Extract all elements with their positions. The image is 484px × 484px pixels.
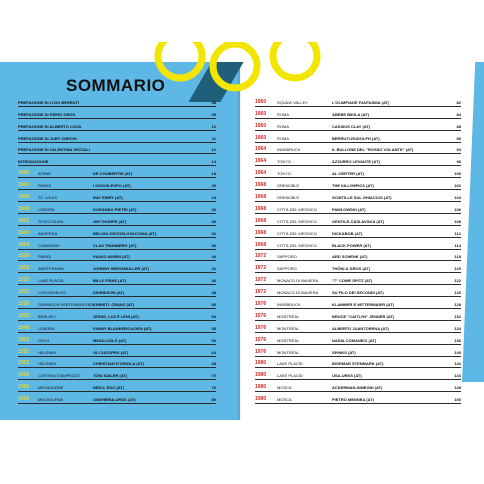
page-number: 142 xyxy=(454,361,461,367)
page-number: 104 xyxy=(454,195,461,201)
row-year: 1968 xyxy=(255,217,267,224)
row-year: 1932 xyxy=(18,277,30,284)
page-number: 46 xyxy=(211,278,216,284)
contents-row xyxy=(255,368,461,380)
row-year: 1964 xyxy=(255,146,267,153)
row-year: 1976 xyxy=(255,348,267,355)
row-location: CITTÀ DEL MESSICO xyxy=(277,218,317,224)
row-location: LAKE PLACID xyxy=(277,373,303,379)
row-title: CHRISTL CRANZ (AT) xyxy=(93,302,135,308)
row-title: USA-URSS (AT) xyxy=(332,373,362,379)
contents-row xyxy=(255,202,461,214)
page-number: 26 xyxy=(211,206,216,212)
row-year: 1956 xyxy=(18,384,30,391)
preface-text: PREFAZIONE DI VALENTINA VEZZALI xyxy=(18,147,91,153)
row-year: 1968 xyxy=(255,229,267,236)
page-number: 32 xyxy=(211,230,216,236)
row-year: 1980 xyxy=(255,396,267,403)
page-number: 20 xyxy=(211,183,216,189)
contents-row xyxy=(255,250,461,262)
row-title: PAWLOWSKI (AT) xyxy=(332,206,366,212)
row-year: 1932 xyxy=(18,289,30,296)
row-title: OLI ZATOPEK (AT) xyxy=(93,349,129,355)
contents-row xyxy=(255,261,461,273)
row-year: 1960 xyxy=(255,122,267,129)
row-location: HELSINKI xyxy=(38,349,57,355)
contents-row xyxy=(18,309,216,321)
page-number: 14 xyxy=(211,159,216,165)
row-location: MOSCA xyxy=(277,397,292,403)
preface-row xyxy=(18,119,216,131)
row-location: MONTRÉAL xyxy=(277,313,300,319)
row-title: SPINKS (AT) xyxy=(332,349,356,355)
page-number: 108 xyxy=(454,218,461,224)
row-year: 1936 xyxy=(18,301,30,308)
row-title: CASSIUS CLAY (AT) xyxy=(332,123,371,129)
contents-row xyxy=(255,285,461,297)
row-year: 1980 xyxy=(255,372,267,379)
row-year: 1896 xyxy=(18,170,30,177)
row-title: AZZURRO LEVANTE (AT) xyxy=(332,159,380,165)
row-year: 1956 xyxy=(18,372,30,379)
book-gutter xyxy=(238,62,242,420)
contents-row xyxy=(18,166,216,178)
contents-row xyxy=(255,226,461,238)
olympic-rings-decoration xyxy=(150,42,340,92)
row-title: JOHNNY WEISSMULLER (AT) xyxy=(93,266,150,272)
row-title: THÖNI & GROS (AT) xyxy=(332,266,371,272)
contents-row xyxy=(18,321,216,333)
row-location: PARIGI xyxy=(38,254,52,260)
contents-row xyxy=(255,333,461,345)
preface-text: PREFAZIONE DI JURY CHECHI xyxy=(18,135,77,141)
row-location: GRENOBLE xyxy=(277,195,300,201)
page-number: 24 xyxy=(211,195,216,201)
page-number: 106 xyxy=(454,206,461,212)
contents-row xyxy=(255,131,461,143)
row-location: GARMISCH PARTENKIRCHEN xyxy=(38,302,95,308)
row-location: LAKE PLACID xyxy=(277,361,303,367)
row-location: LONDRA xyxy=(38,206,55,212)
contents-row xyxy=(255,357,461,369)
row-location: AMSTERDAM xyxy=(38,266,64,272)
row-title: CHRISTIAN D'ORIOLA (AT) xyxy=(93,361,144,367)
page-number: 114 xyxy=(454,242,461,248)
preface-row xyxy=(18,131,216,143)
row-title: BELGIO-CECOSLOVACCHIA (AT) xyxy=(93,230,157,236)
contents-row xyxy=(18,285,216,297)
row-location: MONACO DI BAVIERA xyxy=(277,290,319,296)
row-year: 1976 xyxy=(255,324,267,331)
row-year: 1968 xyxy=(255,205,267,212)
contents-row xyxy=(255,345,461,357)
row-year: 1972 xyxy=(255,289,267,296)
row-title: CLAS THUNBERG (AT) xyxy=(93,242,137,248)
row-location: ROMA xyxy=(277,111,289,117)
row-location: MONTRÉAL xyxy=(277,325,300,331)
row-year: 1980 xyxy=(255,360,267,367)
page-number: 102 xyxy=(454,183,461,189)
page-number: 12 xyxy=(211,147,216,153)
contents-row xyxy=(18,368,216,380)
row-location: MONTRÉAL xyxy=(277,349,300,355)
contents-row xyxy=(18,190,216,202)
row-year: 1904 xyxy=(18,194,30,201)
page-title: SOMMARIO xyxy=(66,76,166,95)
row-year: 1952 xyxy=(18,348,30,355)
page-number: 08 xyxy=(211,99,216,105)
row-year: 1968 xyxy=(255,194,267,201)
row-year: 1956 xyxy=(18,396,30,403)
row-location: ST. LOUIS xyxy=(38,195,57,201)
page-number: 144 xyxy=(454,373,461,379)
row-year: 1976 xyxy=(255,301,267,308)
row-location: OSLO xyxy=(38,337,50,343)
row-title: DIDRIKSON (AT) xyxy=(93,290,125,296)
page-number: 128 xyxy=(454,302,461,308)
row-year: 1964 xyxy=(255,170,267,177)
row-location: MONTRÉAL xyxy=(277,337,300,343)
page-number: 48 xyxy=(211,290,216,296)
row-location: SQUAW VALLEY xyxy=(277,99,308,105)
row-location: INNSBRUCK xyxy=(277,302,301,308)
row-title: AL OERTER (AT) xyxy=(332,171,364,177)
row-title: PIETRO MENNEA (AT) xyxy=(332,397,374,403)
row-location: BERLINO xyxy=(38,313,56,319)
page-number: 36 xyxy=(211,242,216,248)
page-number: 10 xyxy=(211,123,216,129)
row-year: 1972 xyxy=(255,253,267,260)
row-location: LAKE PLACID xyxy=(38,278,64,284)
row-year: 1900 xyxy=(18,182,30,189)
row-year: 1980 xyxy=(255,384,267,391)
row-year: 1960 xyxy=(255,98,267,105)
row-title: INGEMAR STENMARK (AT) xyxy=(332,361,384,367)
row-year: 1976 xyxy=(255,312,267,319)
page-number: 09 xyxy=(211,111,216,117)
page-number: 118 xyxy=(454,254,461,260)
row-title: DORANDO PIETRI (AT) xyxy=(93,206,137,212)
contents-row xyxy=(18,273,216,285)
row-title: GENTILE-ČÁSLAVSKÁ (AT) xyxy=(332,218,385,224)
row-year: 1924 xyxy=(18,241,30,248)
page-number: 30 xyxy=(211,218,216,224)
contents-row xyxy=(255,166,461,178)
preface-text: INTRODUZIONE xyxy=(18,159,49,165)
contents-row xyxy=(255,107,461,119)
contents-row xyxy=(18,333,216,345)
page-number: 100 xyxy=(454,171,461,177)
row-year: 1936 xyxy=(18,312,30,319)
row-title: NADIA COMANECI (AT) xyxy=(332,337,377,343)
row-location: MELBOURNE xyxy=(38,397,64,403)
row-title: NEDO, EDO (AT) xyxy=(93,385,125,391)
page-number: 122 xyxy=(454,278,461,284)
row-title: THE KILLYMPICS (AT) xyxy=(332,183,374,189)
row-year: 1924 xyxy=(18,253,30,260)
page-number: 94 xyxy=(456,147,461,153)
contents-row xyxy=(18,380,216,392)
row-title: ABEBE BIKILA (AT) xyxy=(332,111,370,117)
contents-list-left xyxy=(18,95,216,404)
row-location: GRENOBLE xyxy=(277,183,300,189)
page-number: 120 xyxy=(454,266,461,272)
page-number: 84 xyxy=(456,111,461,117)
preface-text: PREFAZIONE DI PIERO GROS xyxy=(18,111,76,117)
page-number: 58 xyxy=(211,325,216,331)
row-location: PARIGI xyxy=(38,183,52,189)
contents-row xyxy=(18,214,216,226)
row-year: 1960 xyxy=(255,134,267,141)
preface-text: PREFAZIONE DI LIVIO BERRUTI xyxy=(18,99,80,105)
row-title: RAY EWRY (AT) xyxy=(93,195,123,201)
row-title: ARD SCHENK (AT) xyxy=(332,254,368,260)
page-number: 68 xyxy=(211,361,216,367)
row-title: JESSE, LUZ E LENI (AT) xyxy=(93,313,139,319)
row-title: L'OLIMPIADE FANTASMA (AT) xyxy=(332,99,390,105)
contents-row xyxy=(255,178,461,190)
row-year: 1964 xyxy=(255,158,267,165)
page-number: 54 xyxy=(211,313,216,319)
row-location: MELBOURNE xyxy=(38,385,64,391)
page-number: 82 xyxy=(456,99,461,105)
contents-row xyxy=(18,357,216,369)
row-year: 1948 xyxy=(18,324,30,331)
row-title: BLACK POWER (AT) xyxy=(332,242,372,248)
row-title: SU FILO DEI SECONDI (AT) xyxy=(332,290,384,296)
contents-row xyxy=(18,238,216,250)
contents-row xyxy=(18,345,216,357)
preface-row xyxy=(18,154,216,166)
contents-row xyxy=(255,190,461,202)
contents-row xyxy=(18,297,216,309)
row-title: UNGHERIA-URSS (AT) xyxy=(93,397,136,403)
row-title: BILLY FISKE (AT) xyxy=(93,278,126,284)
row-location: SAPPORO xyxy=(277,254,297,260)
page-number: 136 xyxy=(454,337,461,343)
page-number: 150 xyxy=(454,397,461,403)
row-title: ACKERMAN-SIMEONI (AT) xyxy=(332,385,383,391)
row-year: 1972 xyxy=(255,277,267,284)
preface-row xyxy=(18,143,216,155)
page-number: 148 xyxy=(454,385,461,391)
page-number: 76 xyxy=(211,385,216,391)
row-location: LOS ANGELES xyxy=(38,290,66,296)
contents-row xyxy=(255,154,461,166)
row-year: 1912 xyxy=(18,217,30,224)
page-number: 132 xyxy=(454,313,461,319)
row-location: SAPPORO xyxy=(277,266,297,272)
page-number: 11 xyxy=(211,135,216,141)
row-location: INNSBRUCK xyxy=(277,147,301,153)
row-year: 1972 xyxy=(255,265,267,272)
contents-row xyxy=(18,226,216,238)
contents-row xyxy=(18,261,216,273)
row-title: BRUCE "CAITLYN" JENNER (AT) xyxy=(332,313,395,319)
row-title: ALBERTO JUANTORENA (AT) xyxy=(332,325,389,331)
contents-row xyxy=(255,119,461,131)
row-title: I GIOCHI-EXPO (AT) xyxy=(93,183,131,189)
preface-row xyxy=(18,107,216,119)
row-year: 1968 xyxy=(255,182,267,189)
contents-row xyxy=(255,392,461,404)
row-year: 1976 xyxy=(255,336,267,343)
contents-row xyxy=(255,321,461,333)
page-number: 134 xyxy=(454,325,461,331)
row-year: 1968 xyxy=(255,241,267,248)
page-number: 18 xyxy=(211,171,216,177)
row-year: 1952 xyxy=(18,360,30,367)
row-title: DICK&BOB (AT) xyxy=(332,230,363,236)
row-location: TOKYO xyxy=(277,171,291,177)
row-location: MONACO DI BAVIERA xyxy=(277,278,319,284)
contents-list-right xyxy=(255,95,461,404)
row-location: CITTÀ DEL MESSICO xyxy=(277,206,317,212)
row-location: ATENE xyxy=(38,171,52,177)
preface-text: PREFAZIONE DI ALBERTO COVA xyxy=(18,123,82,129)
contents-row xyxy=(18,178,216,190)
page-number: 96 xyxy=(456,159,461,165)
row-title: JIM THORPE (AT) xyxy=(93,218,127,224)
row-title: SCINTILLE SUL GHIACCIO (AT) xyxy=(332,195,392,201)
page-number: 112 xyxy=(454,230,461,236)
contents-row xyxy=(18,250,216,262)
page-number: 60 xyxy=(211,337,216,343)
row-location: ROMA xyxy=(277,135,289,141)
row-title: BERRUTI-RUDOLPH (AT) xyxy=(332,135,380,141)
contents-row xyxy=(255,309,461,321)
row-year: 1928 xyxy=(18,265,30,272)
page-number: 88 xyxy=(456,123,461,129)
contents-row xyxy=(18,202,216,214)
row-location: HELSINKI xyxy=(38,361,57,367)
contents-row xyxy=(255,238,461,250)
contents-row xyxy=(255,214,461,226)
row-location: MOSCA xyxy=(277,385,292,391)
row-title: DE COUBERTIN (AT) xyxy=(93,171,133,177)
page-number: 90 xyxy=(456,135,461,141)
row-location: CITTÀ DEL MESSICO xyxy=(277,242,317,248)
preface-row xyxy=(18,95,216,107)
contents-row xyxy=(255,380,461,392)
contents-row xyxy=(255,273,461,285)
row-title: FANNY BLANKERS-KOEN (AT) xyxy=(93,325,152,331)
page-number: 50 xyxy=(211,302,216,308)
row-year: 1952 xyxy=(18,336,30,343)
row-location: ROMA xyxy=(277,123,289,129)
row-location: TOKYO xyxy=(277,159,291,165)
contents-row xyxy=(255,297,461,309)
row-title: KLAMMER E MITTERMAIER (AT) xyxy=(332,302,394,308)
row-title: TONI SAILER (AT) xyxy=(93,373,128,379)
page-number: 80 xyxy=(211,397,216,403)
row-location: CORTINA D'AMPEZZO xyxy=(38,373,80,379)
row-location: CITTÀ DEL MESSICO xyxy=(277,230,317,236)
row-title: IL BULLONE DEL "ROSSO VOLANTE" (AT) xyxy=(332,147,414,153)
page-number: 64 xyxy=(211,349,216,355)
row-location: CHAMONIX xyxy=(38,242,60,248)
row-year: 1960 xyxy=(255,110,267,117)
row-year: 1920 xyxy=(18,229,30,236)
row-title: MEAD-COLÒ (AT) xyxy=(93,337,127,343)
contents-row xyxy=(255,143,461,155)
contents-row xyxy=(255,95,461,107)
page-number: 42 xyxy=(211,266,216,272)
row-year: 1908 xyxy=(18,205,30,212)
row-location: STOCCOLMA xyxy=(38,218,64,224)
page-number: 40 xyxy=(211,254,216,260)
page-number: 140 xyxy=(454,349,461,355)
contents-row xyxy=(18,392,216,404)
row-title: PAAVO NURMI (AT) xyxy=(93,254,130,260)
row-location: ANVERSA xyxy=(38,230,58,236)
row-location: LONDRA xyxy=(38,325,55,331)
row-title: "7" COME SPITZ (AT) xyxy=(332,278,373,284)
page-number: 126 xyxy=(454,290,461,296)
page-number: 70 xyxy=(211,373,216,379)
